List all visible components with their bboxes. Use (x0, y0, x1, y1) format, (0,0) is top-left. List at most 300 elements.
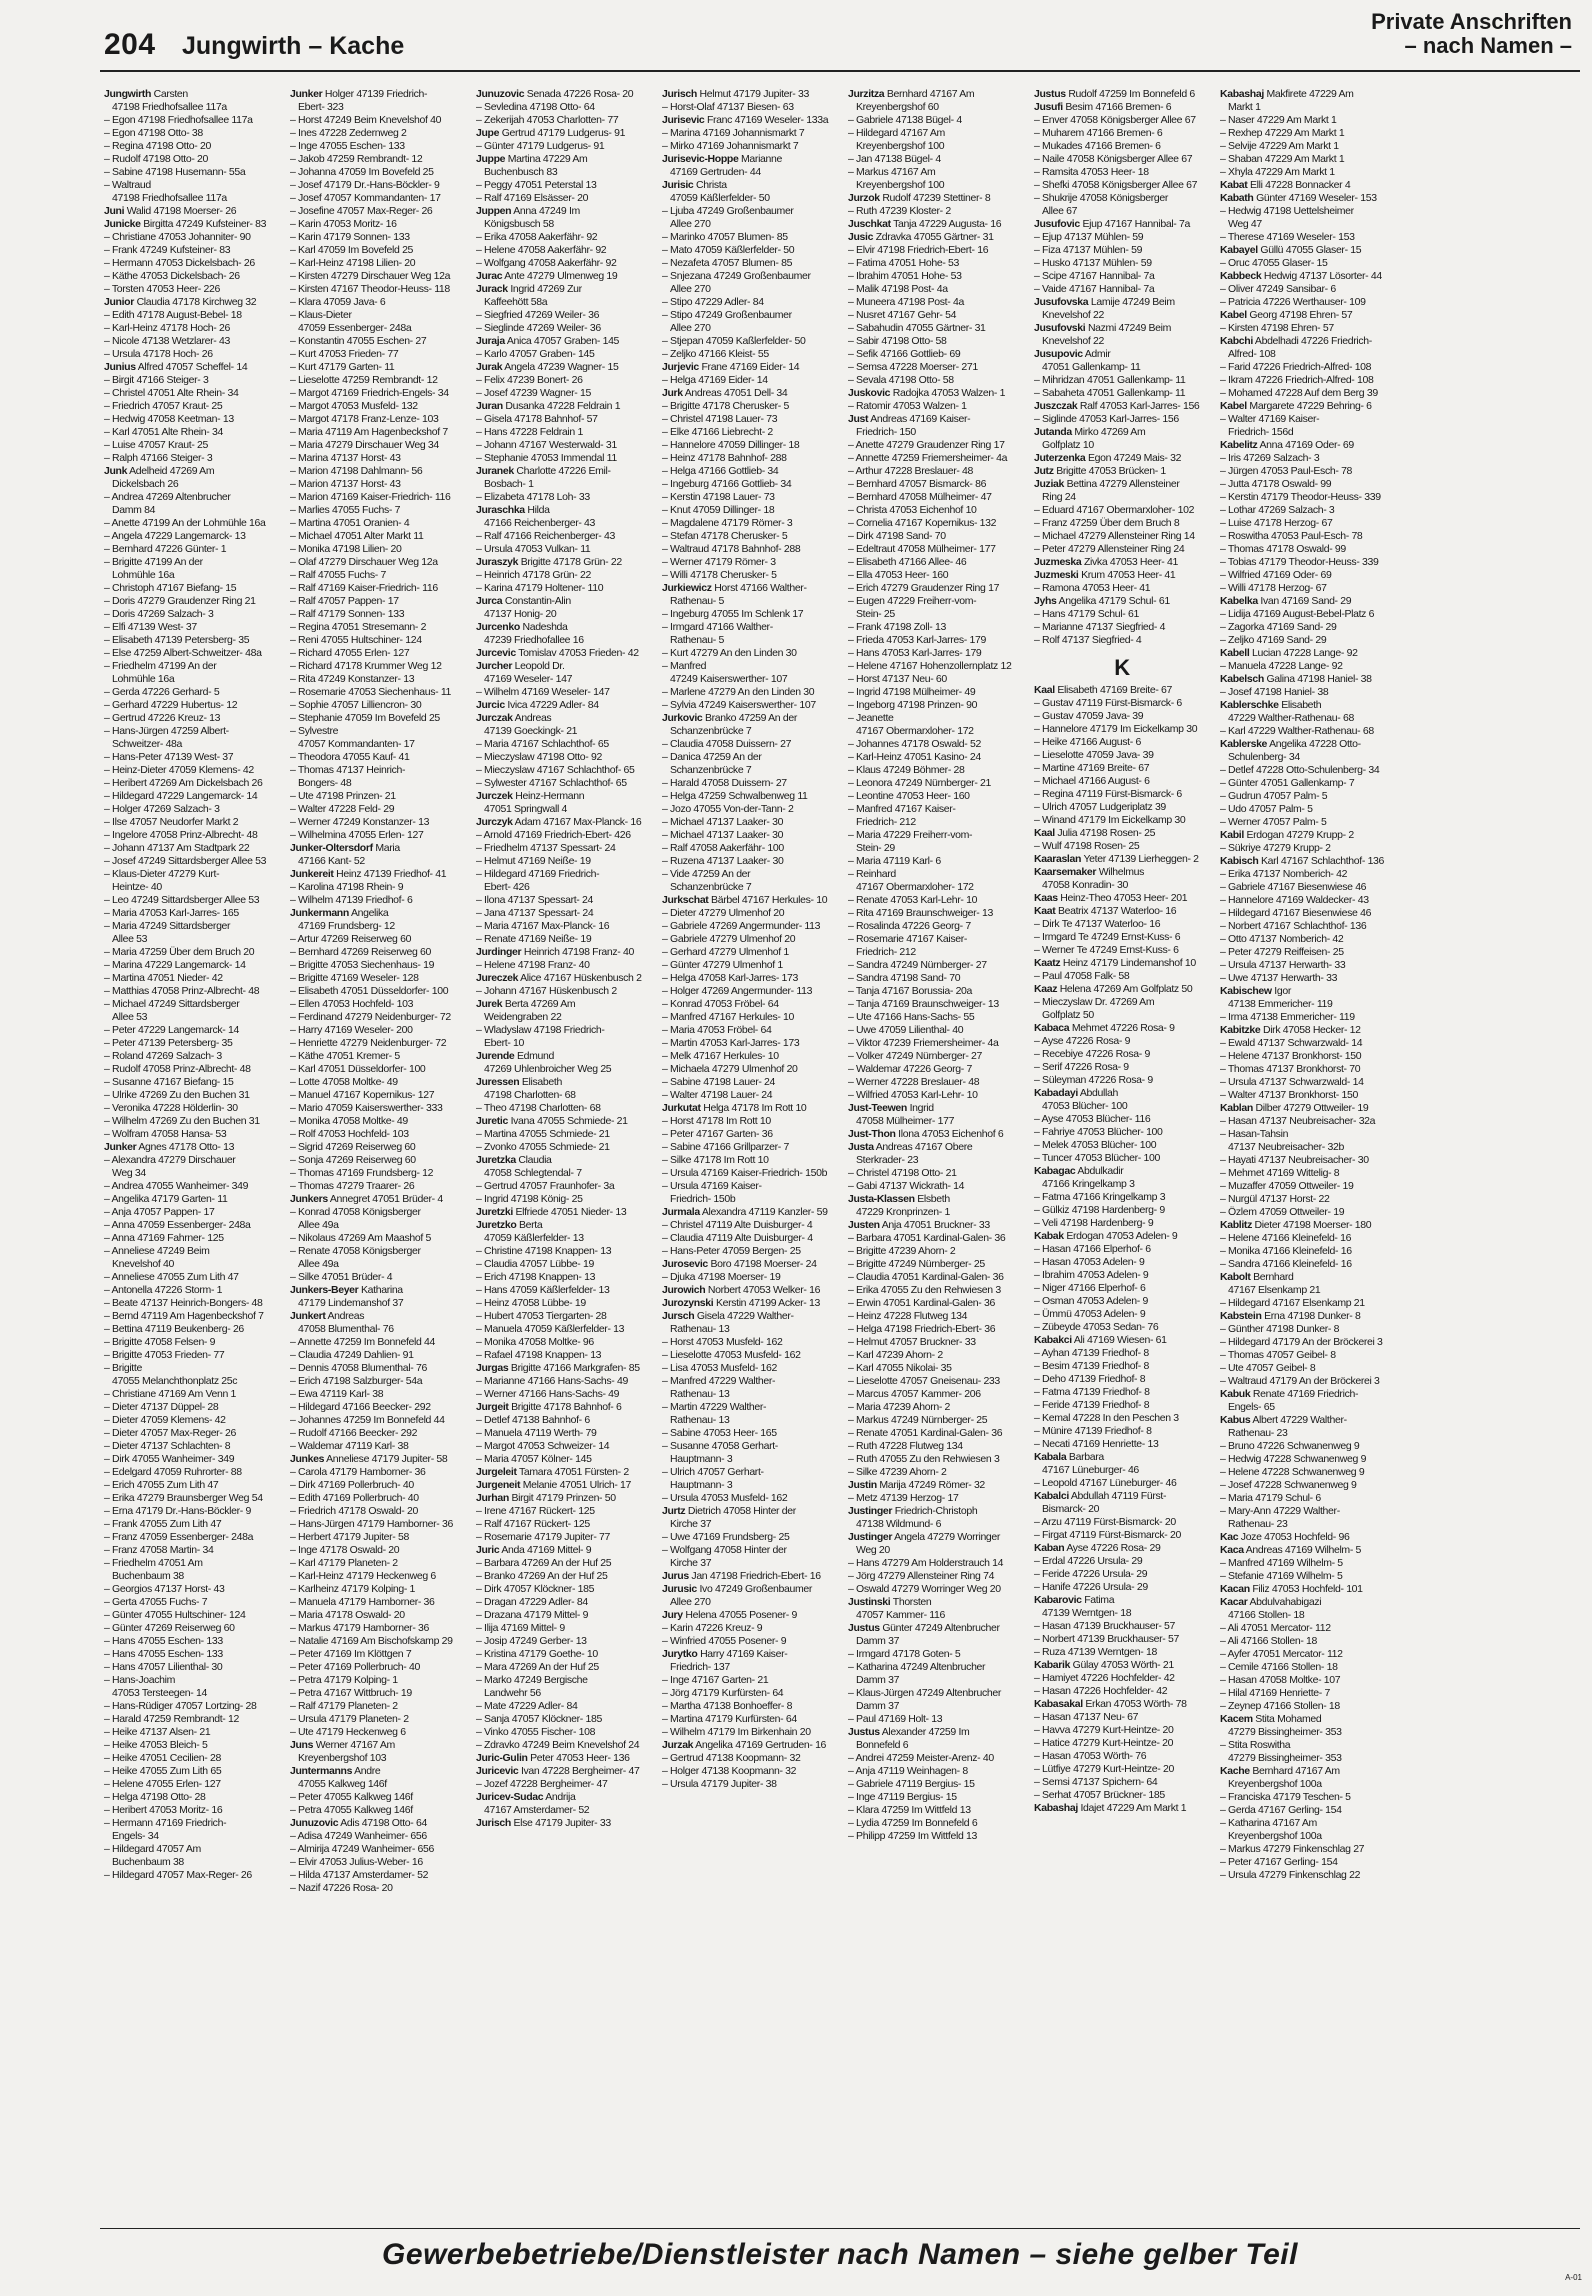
directory-entry (1220, 452, 1396, 465)
directory-entry (662, 283, 838, 296)
directory-entry (848, 1349, 1024, 1362)
directory-entry (1220, 673, 1396, 686)
directory-entry (662, 1011, 838, 1024)
entry-text: – Theo 47198 Charlotten- 68 (476, 1102, 601, 1114)
directory-entry (848, 1037, 1024, 1050)
entry-text: – Manuela 47059 Käßlerfelder- 13 (476, 1323, 625, 1335)
directory-entry (848, 1479, 1024, 1492)
entry-text: – Holger 47269 Angermunder- 113 (662, 985, 813, 997)
directory-entry (662, 452, 838, 465)
entry-text: – Branko 47269 An der Huf 25 (476, 1570, 608, 1582)
entry-text: – Nurgül 47137 Horst- 22 (1220, 1193, 1330, 1205)
directory-entry (290, 192, 466, 205)
directory-entry (1220, 1687, 1396, 1700)
directory-entry (290, 348, 466, 361)
directory-entry (476, 1245, 652, 1258)
entry-text: – Sabahudin 47055 Gärtner- 31 (848, 322, 986, 334)
entry-text: – Andrei 47259 Meister-Arenz- 40 (848, 1752, 994, 1764)
surname: Justa (848, 1141, 874, 1153)
surname: Jurac (476, 270, 503, 282)
directory-entry (476, 1518, 652, 1531)
directory-entry (104, 1492, 280, 1505)
directory-entry (290, 1492, 466, 1505)
entry-text: Hauptmann- 3 (670, 1453, 733, 1465)
surname: Kabalci (1034, 1490, 1069, 1502)
entry-text: Harry 47169 Kaiser- (700, 1648, 788, 1660)
directory-entry (848, 257, 1024, 270)
directory-entry (476, 1531, 652, 1544)
directory-entry (1220, 1128, 1396, 1141)
entry-text: – Ruth 47055 Zu den Rehwiesen 3 (848, 1453, 1000, 1465)
directory-entry (476, 1206, 652, 1219)
directory-entry (1034, 866, 1210, 879)
directory-entry (1034, 1178, 1210, 1191)
directory-entry (1034, 101, 1210, 114)
surname: Jurczak (476, 712, 513, 724)
directory-entry (662, 1765, 838, 1778)
entry-text: – Hildegard 47179 An der Bröckerei 3 (1220, 1336, 1383, 1348)
directory-entry (1220, 88, 1396, 101)
directory-entry (662, 231, 838, 244)
directory-entry (104, 1206, 280, 1219)
directory-entry (848, 439, 1024, 452)
directory-entry (290, 985, 466, 998)
surname: Jusufovska (1034, 296, 1089, 308)
directory-entry (1220, 322, 1396, 335)
directory-entry (476, 1401, 652, 1414)
section-title-line1: Private Anschriften (1371, 9, 1572, 34)
directory-entry (290, 1063, 466, 1076)
directory-entry (662, 647, 838, 660)
entry-text: Buchenbaum 38 (112, 1856, 184, 1868)
directory-entry (848, 634, 1024, 647)
directory-entry (290, 361, 466, 374)
entry-text: – Hildegard 47167 Biesenwiese 46 (1220, 907, 1372, 919)
entry-text: – Veli 47198 Hardenberg- 9 (1034, 1217, 1154, 1229)
directory-entry (1034, 1399, 1210, 1412)
directory-entry (476, 621, 652, 634)
directory-entry (662, 660, 838, 673)
entry-text: – Rolf 47137 Siegfried- 4 (1034, 634, 1142, 646)
directory-entry (104, 1843, 280, 1856)
directory-entry (104, 816, 280, 829)
entry-text: Makfirete 47229 Am (1266, 88, 1354, 100)
entry-text: – Wilfried 47053 Karl-Lehr- 10 (848, 1089, 978, 1101)
directory-entry (662, 114, 838, 127)
directory-entry (290, 1388, 466, 1401)
directory-entry (476, 1687, 652, 1700)
directory-entry (290, 907, 466, 920)
directory-entry (1034, 1035, 1210, 1048)
entry-text: Bosbach- 1 (484, 478, 534, 490)
directory-entry (476, 1258, 652, 1271)
directory-entry (104, 803, 280, 816)
entry-text: – Maria 47179 Schul- 6 (1220, 1492, 1321, 1504)
directory-entry (1034, 127, 1210, 140)
directory-entry (662, 413, 838, 426)
directory-entry (848, 1778, 1024, 1791)
entry-text: – Katharina 47249 Altenbrucher (848, 1661, 986, 1673)
directory-entry (1034, 1061, 1210, 1074)
entry-text: Allee 270 (670, 283, 711, 295)
entry-text: – Leontine 47053 Heer- 160 (848, 790, 970, 802)
entry-text: – Erich 47055 Zum Lith 47 (104, 1479, 219, 1491)
directory-entry (476, 1310, 652, 1323)
entry-text: – Klara 47259 Im Wittfeld 13 (848, 1804, 971, 1816)
entry-text: 47058 Konradin- 30 (1042, 879, 1128, 891)
entry-text: – Hasan 47053 Wörth- 76 (1034, 1750, 1147, 1762)
directory-entry (662, 1479, 838, 1492)
directory-entry (848, 348, 1024, 361)
directory-entry (290, 647, 466, 660)
surname: Juricevic (476, 1765, 519, 1777)
directory-entry (290, 1882, 466, 1895)
directory-entry (104, 959, 280, 972)
entry-text: – Martine 47169 Breite- 67 (1034, 762, 1150, 774)
entry-text: – Regina 47051 Stresemann- 2 (290, 621, 427, 633)
directory-column-3 (476, 88, 652, 2218)
entry-text: – Scipe 47167 Hannibal- 7a (1034, 270, 1155, 282)
entry-text: – Hans-Joachim (104, 1674, 175, 1686)
entry-text: – Melk 47167 Herkules- 10 (662, 1050, 779, 1062)
directory-entry (662, 1440, 838, 1453)
entry-text: – Horst 47249 Beim Knevelshof 40 (290, 114, 442, 126)
surname: Kablan (1220, 1102, 1253, 1114)
entry-text: – Gabriele 47167 Biesenwiese 46 (1220, 881, 1367, 893)
directory-entry (1034, 1113, 1210, 1126)
entry-text: – Elisabeth 47166 Allee- 46 (848, 556, 967, 568)
directory-entry (848, 114, 1024, 127)
entry-text: – Fatma 47139 Friedhof- 8 (1034, 1386, 1150, 1398)
surname: Kaban (1034, 1542, 1065, 1554)
directory-column-5 (848, 88, 1024, 2218)
directory-entry (848, 1674, 1024, 1687)
entry-text: – Günter 47179 Ludgerus- 91 (476, 140, 605, 152)
entry-text: Lucian 47228 Lange- 92 (1252, 647, 1358, 659)
entry-text: Adam 47167 Max-Planck- 16 (514, 816, 642, 828)
entry-text: – Horst 47178 Im Rott 10 (662, 1115, 771, 1127)
entry-text: Schanzenbrücke 7 (670, 881, 752, 893)
directory-entry (662, 1219, 838, 1232)
directory-entry (848, 1154, 1024, 1167)
directory-entry (1034, 1373, 1210, 1386)
directory-entry (1034, 309, 1210, 322)
entry-text: – Heinz-Dieter 47059 Klemens- 42 (104, 764, 254, 776)
entry-text: Admir (1084, 348, 1111, 360)
directory-entry (662, 790, 838, 803)
entry-text: – Semsa 47228 Moerser- 271 (848, 361, 978, 373)
entry-text: – Paul 47169 Holt- 13 (848, 1713, 943, 1725)
directory-entry (1220, 1271, 1396, 1284)
entry-text: – Klara 47059 Java- 6 (290, 296, 386, 308)
entry-text: – Dennis 47058 Blumenthal- 76 (290, 1362, 427, 1374)
surname: Juretzko (476, 1219, 517, 1231)
entry-text: – Richard 47055 Erlen- 127 (290, 647, 410, 659)
entry-text: 47179 Lindemanshof 37 (298, 1297, 404, 1309)
surname: Jurgeit (476, 1401, 509, 1413)
surname: Kablitz (1220, 1219, 1252, 1231)
directory-entry (476, 647, 652, 660)
surname: Jurkschat (662, 894, 709, 906)
directory-entry (662, 1310, 838, 1323)
directory-entry (290, 1713, 466, 1726)
surname: Jurende (476, 1050, 515, 1062)
directory-entry (476, 1102, 652, 1115)
directory-entry (104, 1128, 280, 1141)
entry-text: – Winand 47179 Im Eickelkamp 30 (1034, 814, 1186, 826)
directory-entry (476, 166, 652, 179)
entry-text: Friedrich- 156d (1228, 426, 1294, 438)
entry-text: – Erika 47055 Zu den Rehwiesen 3 (848, 1284, 1001, 1296)
directory-entry (1034, 543, 1210, 556)
directory-entry (290, 1427, 466, 1440)
entry-text: Damm 84 (112, 504, 156, 516)
entry-text: 47138 Wildmund- 6 (856, 1518, 942, 1530)
entry-text: – Christel 47198 Otto- 21 (848, 1167, 957, 1179)
surname: Kacem (1220, 1713, 1253, 1725)
entry-text: – Monika 47058 Moltke- 96 (476, 1336, 594, 1348)
directory-entry (290, 1232, 466, 1245)
entry-text: – Natalie 47169 Am Bischofskamp 29 (290, 1635, 453, 1647)
directory-entry (662, 712, 838, 725)
entry-text: Beatrix 47137 Waterloo- 16 (1057, 905, 1177, 917)
entry-text: – Sieglinde 47269 Weiler- 36 (476, 322, 601, 334)
directory-entry (662, 1297, 838, 1310)
directory-entry (476, 959, 652, 972)
directory-entry (476, 517, 652, 530)
directory-entry (476, 231, 652, 244)
entry-text: – Serif 47226 Rosa- 9 (1034, 1061, 1129, 1073)
directory-entry (290, 452, 466, 465)
entry-text: Andreas 47167 Obere (875, 1141, 973, 1153)
directory-entry (290, 803, 466, 816)
directory-entry (848, 725, 1024, 738)
directory-entry (1034, 1607, 1210, 1620)
entry-text: – Manfred (662, 660, 707, 672)
entry-text: – Edeltraut 47058 Mülheimer- 177 (848, 543, 996, 555)
directory-entry (848, 88, 1024, 101)
directory-entry (848, 777, 1024, 790)
entry-text: – Mieczyslaw 47198 Otto- 92 (476, 751, 602, 763)
directory-entry (476, 907, 652, 920)
entry-text: – Zeynep 47166 Stollen- 18 (1220, 1700, 1340, 1712)
directory-entry (104, 790, 280, 803)
surname: Kabak (1034, 1230, 1064, 1242)
directory-entry (662, 1167, 838, 1180)
entry-text: – Hubert 47053 Tiergarten- 28 (476, 1310, 607, 1322)
directory-entry (290, 1011, 466, 1024)
directory-entry (476, 842, 652, 855)
surname: Kabelitz (1220, 439, 1258, 451)
directory-entry (290, 855, 466, 868)
directory-entry (290, 543, 466, 556)
entry-text: – Mukades 47166 Bremen- 6 (1034, 140, 1161, 152)
entry-text: – Dirk 47169 Pollerbruch- 40 (290, 1479, 414, 1491)
entry-text: Claudia (518, 1154, 552, 1166)
directory-entry (476, 881, 652, 894)
entry-text: – Hans 47055 Eschen- 133 (104, 1635, 223, 1647)
entry-text: – Ursula 47279 Finkenschlag 22 (1220, 1869, 1361, 1881)
surname: Jurczyk (476, 816, 513, 828)
directory-entry (1034, 1490, 1210, 1503)
entry-text: – Renate 47053 Karl-Lehr- 10 (848, 894, 978, 906)
directory-entry (104, 296, 280, 309)
entry-text: Karl 47167 Schlachthof- 136 (1260, 855, 1385, 867)
entry-text: Zivka 47053 Heer- 41 (1083, 556, 1178, 568)
entry-text: – Käthe 47051 Kremer- 5 (290, 1050, 400, 1062)
entry-text: – Martina 47051 Oranien- 4 (290, 517, 410, 529)
directory-entry (662, 946, 838, 959)
entry-text: Güllü 47055 Glaser- 15 (1260, 244, 1362, 256)
directory-entry (662, 1102, 838, 1115)
entry-text: – Metz 47139 Herzog- 17 (848, 1492, 959, 1504)
entry-text: 47059 Käßlerfelder- 50 (670, 192, 770, 204)
directory-entry (1034, 1516, 1210, 1529)
directory-entry (848, 192, 1024, 205)
entry-text: Julia 47198 Rosen- 25 (1057, 827, 1156, 839)
directory-entry (1034, 1529, 1210, 1542)
directory-entry (290, 1778, 466, 1791)
entry-text: – Stefanie 47169 Wilhelm- 5 (1220, 1570, 1343, 1582)
directory-entry (290, 790, 466, 803)
directory-entry (662, 1570, 838, 1583)
entry-text: – Thomas 47279 Traarer- 26 (290, 1180, 415, 1192)
entry-text: – Heike 47166 August- 6 (1034, 736, 1141, 748)
directory-entry (290, 1154, 466, 1167)
entry-text: – Heike 47055 Zum Lith 65 (104, 1765, 222, 1777)
entry-text: – Marianne 47137 Siegfried- 4 (1034, 621, 1166, 633)
entry-text: – Silke 47239 Ahorn- 2 (848, 1466, 947, 1478)
directory-entry (290, 101, 466, 114)
directory-entry (662, 751, 838, 764)
entry-text: – Hasan 47226 Hochfelder- 42 (1034, 1685, 1168, 1697)
directory-entry (662, 192, 838, 205)
entry-text: – Ingrid 47198 König- 25 (476, 1193, 583, 1205)
directory-entry (1034, 762, 1210, 775)
directory-entry (1220, 1869, 1396, 1882)
directory-entry (1220, 803, 1396, 816)
entry-text: – Heike 47053 Bleich- 5 (104, 1739, 208, 1751)
directory-entry (104, 1466, 280, 1479)
entry-text: 47239 Friedhofallee 16 (484, 634, 584, 646)
directory-entry (1034, 1698, 1210, 1711)
directory-entry (1034, 814, 1210, 827)
directory-entry (104, 1141, 280, 1154)
surname: Jurus (662, 1570, 689, 1582)
entry-text: – Muneera 47198 Post- 4a (848, 296, 964, 308)
header-rule (100, 70, 1580, 72)
directory-entry (476, 699, 652, 712)
entry-text: – Brigitte 47053 Siechenhaus- 19 (290, 959, 435, 971)
entry-text: – Angela 47229 Langemarck- 13 (104, 530, 246, 542)
directory-entry (290, 400, 466, 413)
directory-entry (1034, 192, 1210, 205)
entry-text: Allee 270 (670, 1596, 711, 1608)
directory-entry (104, 647, 280, 660)
directory-entry (848, 374, 1024, 387)
entry-text: – Gabriele 47119 Bergius- 15 (848, 1778, 975, 1790)
entry-text: – Torsten 47053 Heer- 226 (104, 283, 220, 295)
entry-text: – Xhyla 47229 Am Markt 1 (1220, 166, 1335, 178)
entry-text: – Nicole 47138 Wetzlarer- 43 (104, 335, 230, 347)
entry-text: – Marina 47229 Langemarck- 14 (104, 959, 246, 971)
entry-text: – Wolfgang 47058 Aakerfähr- 92 (476, 257, 617, 269)
directory-entry (104, 322, 280, 335)
directory-entry (662, 1362, 838, 1375)
entry-text: Weg 47 (1228, 218, 1262, 230)
entry-text: – Wilfried 47169 Oder- 69 (1220, 569, 1332, 581)
entry-text: – Anette 47199 An der Lohmühle 16a (104, 517, 266, 529)
entry-text: – Stita Roswitha (1220, 1739, 1291, 1751)
directory-entry (1034, 452, 1210, 465)
directory-entry (662, 179, 838, 192)
directory-entry (1220, 1362, 1396, 1375)
entry-text: Angelika 47169 Gertruden- 16 (695, 1739, 827, 1751)
entry-text: Rudolf 47259 Im Bonnefeld 6 (1068, 88, 1195, 100)
entry-text: – Bettina 47119 Beukenberg- 26 (104, 1323, 244, 1335)
directory-entry (662, 920, 838, 933)
directory-entry (662, 868, 838, 881)
directory-entry (476, 1544, 652, 1557)
directory-entry (290, 114, 466, 127)
directory-entry (1220, 348, 1396, 361)
entry-text: – Christel 47051 Alte Rhein- 34 (104, 387, 239, 399)
entry-text: – Ute 47057 Geibel- 8 (1220, 1362, 1316, 1374)
entry-text: – Klaus-Dieter (290, 309, 352, 321)
page-header (0, 0, 1592, 80)
directory-entry (662, 1453, 838, 1466)
directory-entry (1220, 1570, 1396, 1583)
entry-text: Allee 49a (298, 1219, 339, 1231)
entry-text: – Brigitte 47053 Frieden- 77 (104, 1349, 225, 1361)
directory-entry (662, 1674, 838, 1687)
entry-text: Schanzenbrücke 7 (670, 725, 752, 737)
directory-entry (104, 764, 280, 777)
entry-text: – Süleyman 47226 Rosa- 9 (1034, 1074, 1153, 1086)
entry-text: – Karl 47055 Nikolai- 35 (848, 1362, 952, 1374)
directory-entry (1220, 946, 1396, 959)
directory-entry (848, 608, 1024, 621)
entry-text: – Helene 47055 Erlen- 127 (104, 1778, 221, 1790)
entry-text: – Rosemarie 47053 Siechenhaus- 11 (290, 686, 452, 698)
entry-text: – Nikolaus 47269 Am Maashof 5 (290, 1232, 432, 1244)
entry-text: Tomislav 47053 Frieden- 42 (518, 647, 639, 659)
directory-entry (104, 907, 280, 920)
directory-entry (662, 1401, 838, 1414)
entry-text: – Waltraud 47178 Bahnhof- 288 (662, 543, 801, 555)
directory-entry (104, 1440, 280, 1453)
directory-entry (1220, 205, 1396, 218)
directory-entry (662, 972, 838, 985)
entry-text: – Manfred 47167 Kaiser- (848, 803, 956, 815)
directory-entry (476, 1414, 652, 1427)
directory-entry (290, 1076, 466, 1089)
entry-text: – Wilhelm 47169 Weseler- 147 (476, 686, 610, 698)
entry-text: – Monika 47166 Kleinefeld- 16 (1220, 1245, 1352, 1257)
entry-text: Berta 47269 Am (504, 998, 576, 1010)
entry-text: – Peter 47169 Pollerbruch- 40 (290, 1661, 420, 1673)
entry-text: – Ferdinand 47279 Neidenburger- 72 (290, 1011, 451, 1023)
entry-text: – Arthur 47228 Breslauer- 48 (848, 465, 974, 477)
directory-entry (662, 387, 838, 400)
surname: Kabelsch (1220, 673, 1264, 685)
entry-text: Ingrid (909, 1102, 934, 1114)
entry-text: – Klaus 47249 Böhmer- 28 (848, 764, 965, 776)
entry-text: – Ralf 47179 Planeten- 2 (290, 1700, 398, 1712)
entry-text: – Hans 47057 Lilienthal- 30 (104, 1661, 223, 1673)
entry-text: – Volker 47249 Nürnberger- 27 (848, 1050, 983, 1062)
surname: Jurczek (476, 790, 513, 802)
